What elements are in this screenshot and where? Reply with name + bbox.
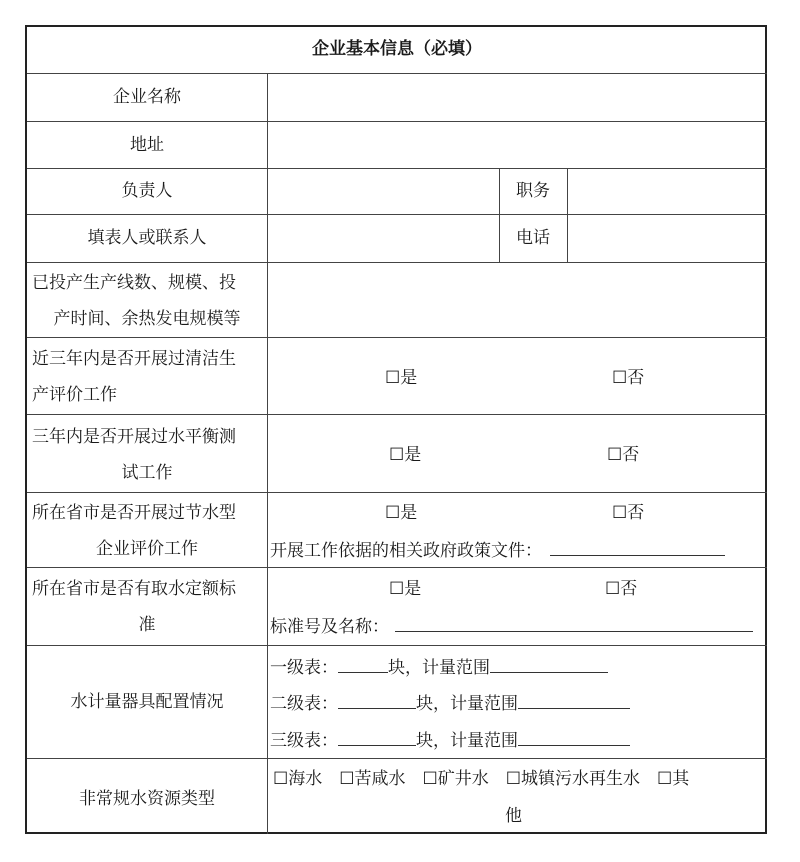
q4-no-checkbox[interactable]: ☐否 [605, 579, 638, 599]
row-divider [27, 492, 767, 493]
production-lines-label [32, 263, 236, 303]
q4-label-line2: 准 [138, 615, 156, 635]
q1-yes-checkbox[interactable]: ☐是 [385, 368, 418, 388]
production-lines-field[interactable] [268, 263, 766, 336]
meter-level1-row [270, 656, 608, 678]
q1-label-line1: 近三年内是否开展过清洁生 [32, 349, 236, 369]
q2-no-checkbox[interactable]: ☐否 [607, 445, 640, 465]
meter-level1-count-blank[interactable] [338, 656, 388, 673]
address-field[interactable] [268, 122, 766, 167]
q2-label-line2: 试工作 [121, 463, 173, 483]
production-lines-label [27, 299, 267, 339]
unconventional-options-line2[interactable]: 他 [505, 806, 522, 826]
position-field[interactable] [568, 169, 766, 213]
contact-field[interactable] [268, 215, 498, 261]
row-divider [27, 567, 767, 568]
row-divider [27, 414, 767, 415]
q3-label-line1: 所在省市是否开展过节水型 [32, 503, 236, 523]
company-name-label: 企业名称 [113, 87, 181, 107]
meter-level3-row [270, 729, 630, 751]
q3-yes-checkbox[interactable]: ☐是 [385, 503, 418, 523]
q4-standard-row [270, 615, 753, 637]
person-in-charge-field[interactable] [268, 169, 498, 213]
meter-level2-row [270, 692, 630, 714]
unconventional-options[interactable]: ☐海水 ☐苦咸水 ☐矿井水 ☐城镇污水再生水 ☐其 [273, 769, 690, 789]
q3-no-checkbox[interactable]: ☐否 [612, 503, 645, 523]
q4-yes-checkbox[interactable]: ☐是 [389, 579, 422, 599]
q3-policy-label: 开展工作依据的相关政府政策文件： [270, 541, 542, 561]
meter-level3-unit: 块，计量范围 [416, 731, 518, 751]
q2-label-line1: 三年内是否开展过水平衡测 [32, 427, 236, 447]
address-label: 地址 [130, 135, 164, 155]
meter-level1-range-blank[interactable] [490, 656, 608, 673]
unconventional-label: 非常规水资源类型 [79, 789, 215, 809]
row-divider [27, 645, 767, 646]
meter-level2-count-blank[interactable] [338, 692, 416, 709]
q3-policy-blank[interactable] [550, 539, 725, 556]
production-lines-label-line2: 产时间、余热发电规模等 [53, 309, 241, 329]
q2-yes-checkbox[interactable]: ☐是 [389, 445, 422, 465]
position-label: 职务 [516, 181, 550, 201]
production-lines-label-line1: 已投产生产线数、规模、投 [32, 273, 236, 293]
q3-policy-row [270, 539, 725, 561]
q1-label-line2: 产评价工作 [32, 385, 117, 405]
form-title: 企业基本信息（必填） [312, 39, 482, 59]
q1-no-checkbox[interactable]: ☐否 [612, 368, 645, 388]
meter-level3-prefix: 三级表： [270, 731, 338, 751]
phone-label: 电话 [516, 228, 550, 248]
meter-label: 水计量器具配置情况 [70, 692, 224, 712]
enterprise-info-form [25, 25, 767, 834]
q4-standard-label: 标准号及名称： [270, 617, 389, 637]
meter-level3-range-blank[interactable] [518, 729, 630, 746]
meter-level2-range-blank[interactable] [518, 692, 630, 709]
meter-level1-unit: 块，计量范围 [388, 658, 490, 678]
q4-label-line1: 所在省市是否有取水定额标 [32, 579, 236, 599]
q3-label-line2: 企业评价工作 [96, 539, 198, 559]
meter-level2-prefix: 二级表： [270, 694, 338, 714]
q4-standard-blank[interactable] [395, 615, 753, 632]
meter-level2-unit: 块，计量范围 [416, 694, 518, 714]
person-in-charge-label: 负责人 [121, 181, 173, 201]
meter-level3-count-blank[interactable] [338, 729, 416, 746]
row-divider [27, 758, 767, 759]
company-name-field[interactable] [268, 74, 766, 120]
contact-label: 填表人或联系人 [87, 228, 207, 248]
meter-level1-prefix: 一级表： [270, 658, 338, 678]
phone-field[interactable] [568, 215, 766, 261]
